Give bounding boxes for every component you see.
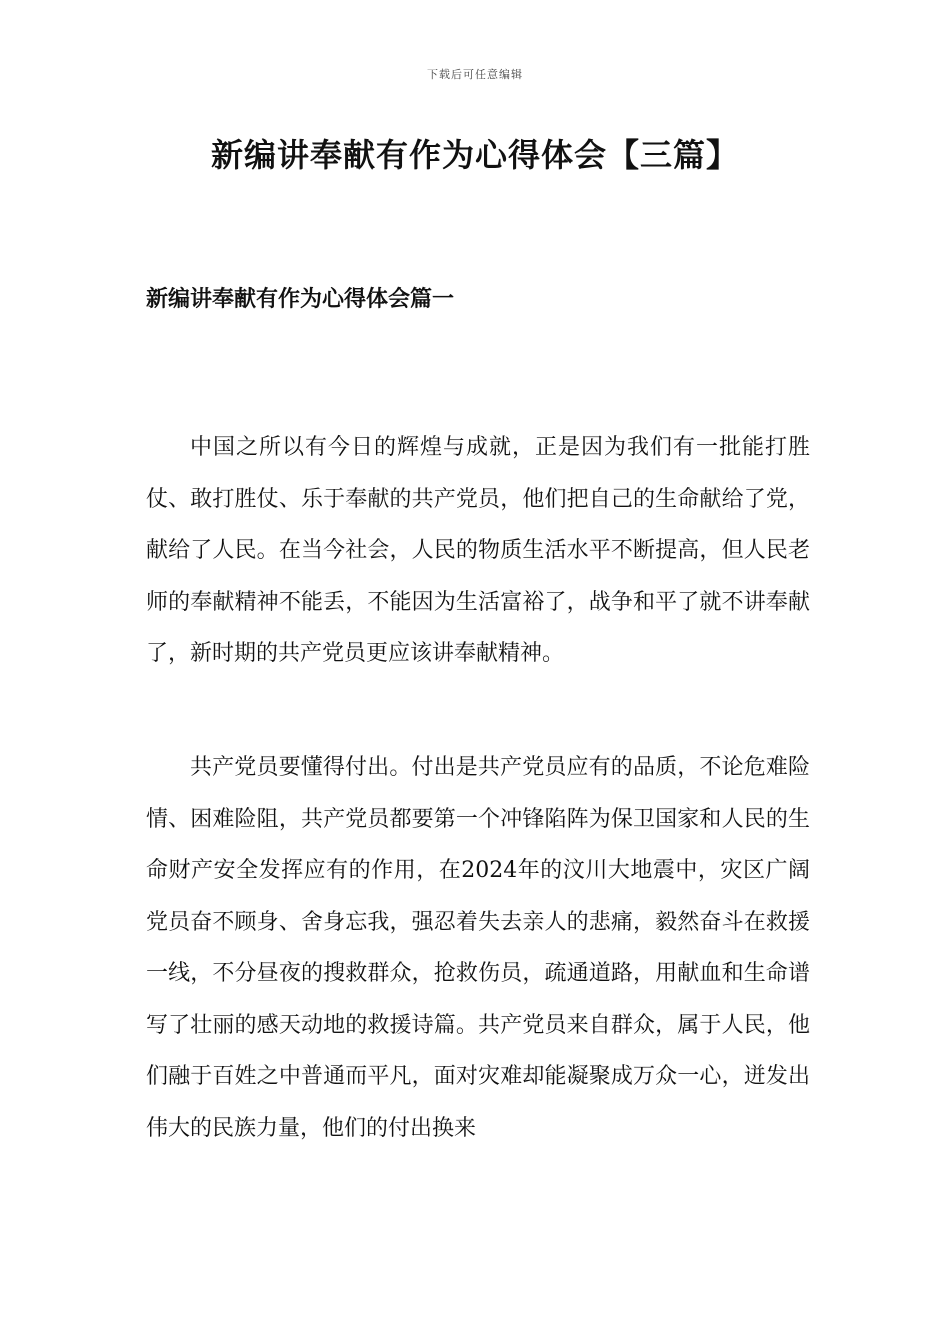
header-note: 下载后可任意编辑 xyxy=(427,68,523,81)
document-title: 新编讲奉献有作为心得体会【三篇】 xyxy=(210,136,739,174)
body-paragraph-1: 中国之所以有今日的辉煌与成就，正是因为我们有一批能打胜仗、敢打胜仗、乐于奉献的共产党员，他们把自己的生命献给了党，献给了人民。在当今社会，人民的物质生活水平不断提高，但人民老师的奉献精神不能丢，不能因为生活富裕了，战争和平了就不讲奉献了，新时期的共产党员更应该讲奉献精神。 xyxy=(146,435,810,666)
body-paragraph-2: 共产党员要懂得付出。付出是共产党员应有的品质，不论危难险情、困难险阻，共产党员都要第一个冲锋陷阵为保卫国家和人民的生命财产安全发挥应有的作用，在2024年的汶川大地震中，灾区广阔党员奋不顾身、舍身忘我，强忍着失去亲人的悲痛，毅然奋斗在救援一线，不分昼夜的搜救群众，抢救伤员，疏通道路，用献血和生命谱写了壮丽的感天动地的救援诗篇。共产党员来自群众，属于人民，他们融于百姓之中普通而平凡，面对灾难却能凝聚成万众一心，迸发出伟大的民族力量，他们的付出换来 xyxy=(146,755,810,1141)
section-heading: 新编讲奉献有作为心得体会篇一 xyxy=(146,286,455,312)
